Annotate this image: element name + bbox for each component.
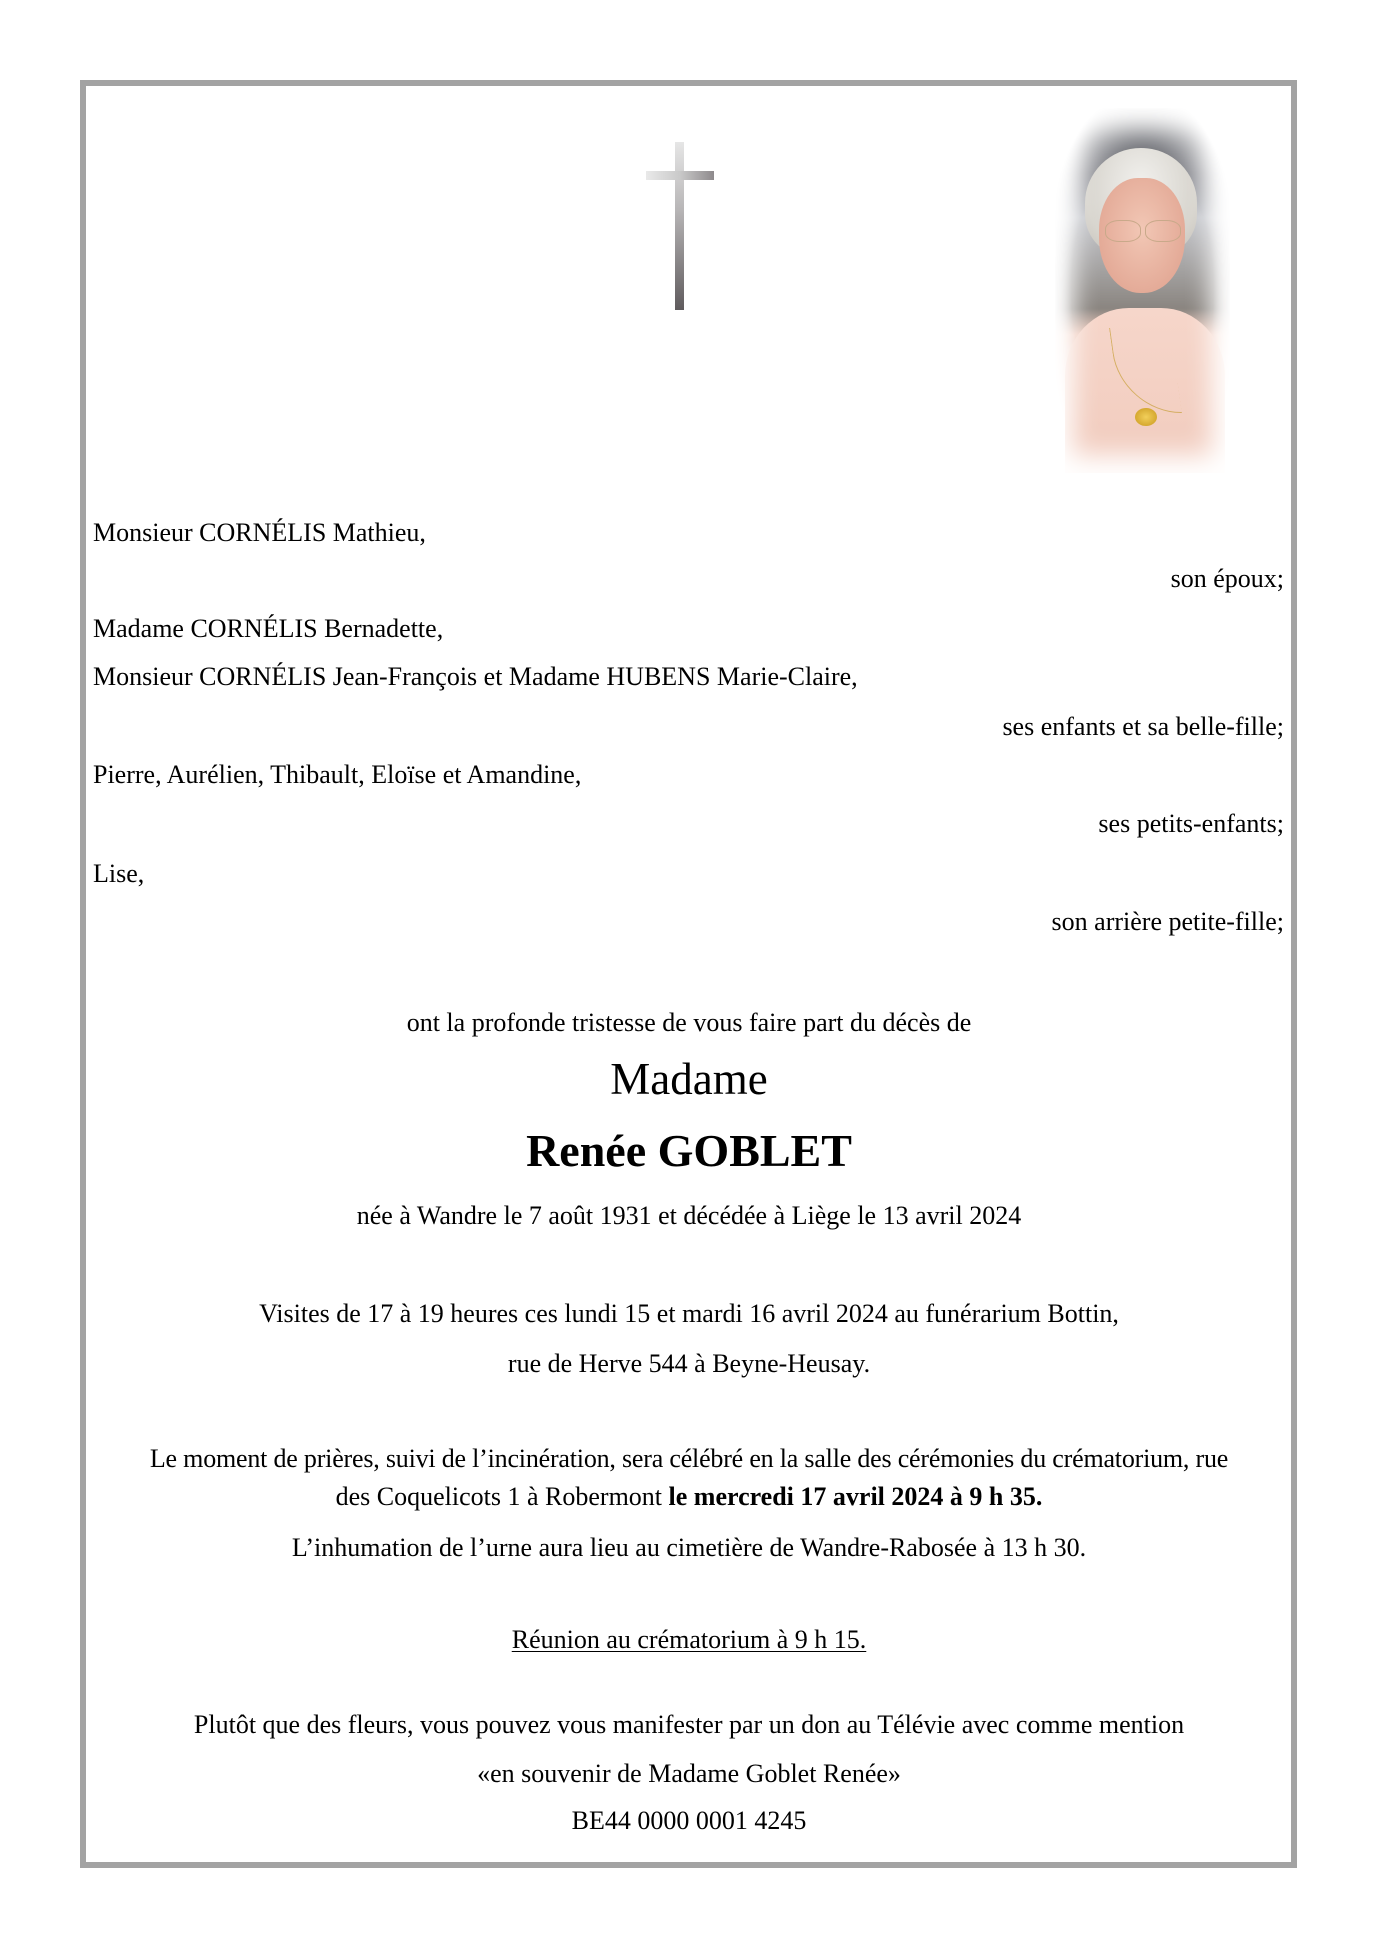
cross-icon	[600, 130, 760, 330]
ceremony-datetime: le mercredi 17 avril 2024 à 9 h 35.	[668, 1482, 1043, 1511]
photo-vignette	[1055, 108, 1230, 473]
family-name-spouse: Monsieur CORNÉLIS Mathieu,	[93, 518, 426, 547]
cross-vertical-bar	[675, 142, 684, 310]
family-name-son-and-daughter-in-law: Monsieur CORNÉLIS Jean-François et Madame HUBENS Marie-Claire,	[93, 662, 858, 691]
ceremony-line-1: Le moment de prières, suivi de l’incinération, sera célébré en la salle des cérémonies du crématorium, rue	[149, 1444, 1229, 1473]
family-name-grandchildren: Pierre, Aurélien, Thibault, Eloïse et Amandine,	[93, 760, 582, 789]
portrait-photo	[1055, 108, 1230, 473]
meeting-text: Réunion au crématorium à 9 h 15.	[511, 1625, 867, 1654]
ceremony-line-2	[0, 1484, 1378, 1510]
visits-line-1: Visites de 17 à 19 heures ces lundi 15 et mardi 16 avril 2024 au funérarium Bottin,	[259, 1299, 1119, 1328]
deceased-name: Renée GOBLET	[526, 1125, 852, 1176]
life-dates: née à Wandre le 7 août 1931 et décédée à Liège le 13 avril 2024	[356, 1201, 1022, 1230]
burial-line: L’inhumation de l’urne aura lieu au cimetière de Wandre-Rabosée à 13 h 30.	[291, 1533, 1087, 1562]
cross-horizontal-bar	[646, 171, 714, 180]
family-name-great-granddaughter: Lise,	[93, 859, 145, 888]
deceased-title: Madame	[610, 1054, 768, 1104]
family-relation-grandchildren: ses petits-enfants;	[1098, 809, 1284, 838]
donation-iban: BE44 0000 0001 4245	[571, 1806, 807, 1835]
donation-mention: «en souvenir de Madame Goblet Renée»	[477, 1759, 901, 1788]
family-relation-spouse: son époux;	[1170, 564, 1284, 593]
donation-line-1: Plutôt que des fleurs, vous pouvez vous manifester par un don au Télévie avec comme mention	[193, 1710, 1185, 1739]
ceremony-place: des Coquelicots 1 à Robermont	[335, 1482, 669, 1511]
announcement-intro: ont la profonde tristesse de vous faire part du décès de	[406, 1008, 972, 1037]
family-name-daughter: Madame CORNÉLIS Bernadette,	[93, 614, 444, 643]
visits-line-2: rue de Herve 544 à Beyne-Heusay.	[507, 1349, 871, 1378]
meeting-line	[0, 1627, 1378, 1653]
family-relation-children: ses enfants et sa belle-fille;	[1002, 712, 1284, 741]
family-relation-great-granddaughter: son arrière petite-fille;	[1051, 907, 1284, 936]
